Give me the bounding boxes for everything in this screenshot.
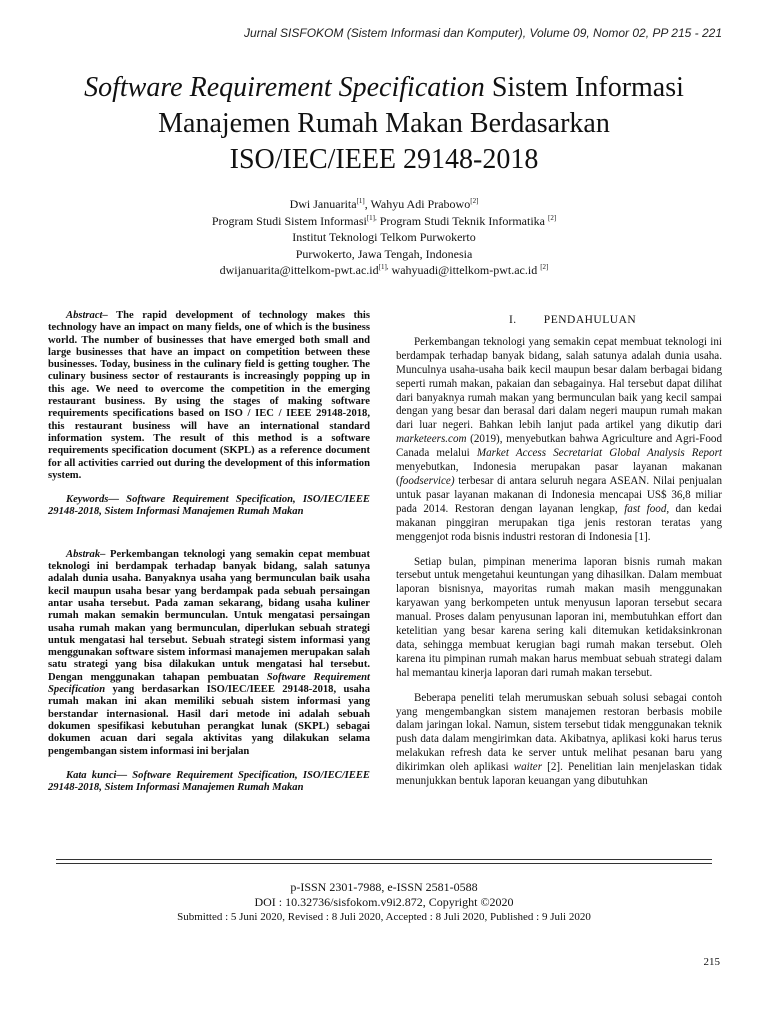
abstract-label: Abstract– bbox=[66, 310, 108, 321]
abstract-indonesian-italic: Software Requirement Specification bbox=[48, 671, 371, 696]
email-1[interactable]: dwijanuarita@ittelkom-pwt.ac.id bbox=[219, 263, 379, 277]
author-names bbox=[0, 196, 768, 213]
author-emails bbox=[0, 262, 768, 279]
author-2: Wahyu Adi Prabowo bbox=[370, 197, 471, 211]
intro-p1-italic-1: marketeers.com bbox=[396, 433, 467, 446]
affiliation-institution: Institut Teknologi Telkom Purwokerto bbox=[292, 230, 476, 244]
title-line2: Manajemen Rumah Makan Berdasarkan bbox=[158, 108, 610, 139]
section-title: PENDAHULUAN bbox=[543, 314, 637, 326]
running-head: Jurnal SISFOKOM (Sistem Informasi dan Komputer), Volume 09, Nomor 02, PP 215 - 221 bbox=[244, 26, 722, 40]
intro-p1-text-a: Perkembangan teknologi yang semakin cepat membuat teknologi ini berdampak terhadap banyak bidang, salah satunya adalah dunia usaha. Munculnya usaha-usaha baik kecil maupun besar dalam berbagai bidang seperti rumah makan, pakaian dan sebagainya. Hal tersebut dapat dilihat dari banyaknya rumah makan yang bermunculan baik yang kecil sampai dengan yang besar dan berasal dari dalam negeri maupun rumah makan dari luar negeri. Bahkan lebih lanjut pada artikel yang dikutip dari bbox=[396, 335, 722, 432]
program-2-ref: [2] bbox=[548, 213, 557, 222]
author-block bbox=[0, 196, 768, 279]
keywords-indonesian: Kata kunci— Software Requirement Specification, ISO/IEC/IEEE 29148-2018, Sistem Informasi Manajemen Rumah Makan bbox=[48, 769, 370, 794]
email-2-ref: [2] bbox=[540, 263, 549, 271]
intro-p1-text-b: (2019), menyebutkan bahwa Agriculture and Agri-Food Canada melalui bbox=[396, 433, 722, 460]
footer-doi: DOI : 10.32736/sisfokom.v9i2.872, Copyright ©2020 bbox=[254, 895, 514, 909]
footer-issn: p-ISSN 2301-7988, e-ISSN 2581-0588 bbox=[290, 880, 478, 894]
footer-dates: Submitted : 5 Juni 2020, Revised : 8 Juli 2020, Accepted : 8 Juli 2020, Published : 9 Juli 2020 bbox=[177, 911, 591, 923]
intro-p3-text-a: Beberapa peneliti telah merumuskan sebuah solusi sebagai contoh yang mengembangkan sistem manajemen restoran berbasis mobile dalam jaringan lokal. Namun, sistem tersebut tidak menggunakan teknik push data dalam mengirimkan data. Akibatnya, aplikasi koki harus terus melakukan refresh data ke server untuk melihat pesanan baru yang dikirimkan oleh aplikasi bbox=[396, 691, 722, 774]
abstract-english-text: The rapid development of technology makes this technology have an impact on many fields, one of which is the business world. The number of businesses that have emerged both small and large businesses that have an impact on competition between these businesses. Today, business in the culinary field is getting tougher. The culinary business sector of restaurants is increasingly popping up in this age. We need to overcome the competition in the emerging restaurant business. By using the stages of making software requirements specifications based on ISO / IEC / IEEE 29148-2018, this restaurant business will have an international standard information system. The result of this method is a software requirements specification document (SKPL) as a reference document for all activities carried out during the development of this information system. bbox=[48, 310, 370, 481]
title-line1-rest: Sistem Informasi bbox=[484, 72, 684, 103]
title-italic-part: Software Requirement Specification bbox=[84, 72, 485, 103]
footer-rule-top bbox=[56, 859, 712, 860]
author-separator: , bbox=[364, 197, 371, 211]
abstract-indonesian-text-1: Perkembangan teknologi yang semakin cepat membuat teknologi ini berdampak terhadap banyak bidang, salah satunya adalah dunia usaha. Banyaknya usaha yang bermunculan baik usaha kecil maupun usaha besar yang berdampak pada sebuah persaingan antar usaha tersebut. Pada zaman sekarang, bidang usaha kuliner rumah makan semakin bermunculan. Untuk mengatasi persaingan usaha rumah makan yang bermunculan, diperlukan sebuah strategi untuk mengatasi hal tersebut. Sebuah strategi sistem informasi yang menggunakan software sistem informasi manajemen merupakan salah satu strategi yang bisa dilakukan untuk mengatasi hal tersebut. Dengan menggunakan tahapan pembuatan bbox=[48, 548, 370, 683]
intro-paragraph-1 bbox=[396, 336, 722, 545]
intro-p3-text-b: [2]. Penelitian lain menjelaskan tidak menunjukkan bentuk laporan keuangan yang dibutuhkan bbox=[396, 761, 722, 788]
intro-p1-italic-4: fast food, bbox=[624, 502, 670, 515]
abstract-english bbox=[48, 310, 370, 482]
program-2: Program Studi Teknik Informatika bbox=[376, 213, 548, 228]
intro-p3-italic: waiter bbox=[513, 761, 543, 774]
intro-p1-italic-3: foodservice) bbox=[399, 474, 455, 487]
author-1: Dwi Januarita bbox=[289, 197, 357, 211]
intro-p1-text-c: menyebutkan, Indonesia merupakan pasar layanan makanan ( bbox=[396, 461, 722, 487]
keywords-english: Keywords— Software Requirement Specification, ISO/IEC/IEEE 29148-2018, Sistem Informasi Manajemen Rumah Makan bbox=[48, 494, 370, 518]
author-1-ref: [1] bbox=[356, 197, 365, 205]
intro-paragraph-3 bbox=[396, 692, 722, 789]
title-line3: ISO/IEC/IEEE 29148-2018 bbox=[229, 144, 539, 175]
left-column bbox=[48, 310, 370, 794]
intro-paragraph-2: Setiap bulan, pimpinan menerima laporan bisnis rumah makan tersebut untuk mengetahui keuntungan yang dihasilkan. Dalam membuat laporan bisnisnya, mayoritas rumah makan masih menggunakan karyawan yang berkompeten untuk menyusun laporan tersebut secara manual. Proses dalam penyusunan laporan ini, membutuhkan effort dan ketelitian yang besar karena sering kali ditemukan ketidaksinkronan data, sehingga membuat kerugian bagi rumah makan tersebut. Oleh karena itu pimpinan rumah makan harus membuat sebuah strategi dalam hal memantau kinerja laporan dari rumah makan tersebut. bbox=[396, 555, 722, 679]
right-column bbox=[396, 314, 722, 800]
affiliation-programs bbox=[0, 213, 768, 230]
page-number: 215 bbox=[703, 956, 720, 968]
intro-p1-text-d: terbesar di antara seluruh negara ASEAN. Nilai penjualan untuk pasar layanan makanan di Indonesia mencapai US$ 36,8 miliar pada 2014. Restoran dengan layanan lengkap, bbox=[396, 474, 722, 515]
intro-p1-text-e: dan kedai makanan pinggiran merupakan tiga jenis restoran teratas yang menggenjot roda bisnis industri restoran di Indonesia [1]. bbox=[396, 502, 722, 543]
footer-rule-bottom bbox=[56, 863, 712, 864]
program-1-ref: [1], bbox=[366, 213, 377, 222]
section-number: I. bbox=[508, 314, 517, 326]
email-1-ref: [1], bbox=[378, 263, 389, 271]
paper-title bbox=[30, 70, 738, 178]
intro-p1-italic-2: Market Access Secretariat Global Analysis Report bbox=[476, 447, 722, 460]
author-2-ref: [2] bbox=[470, 197, 479, 205]
email-2[interactable]: wahyuadi@ittelkom-pwt.ac.id bbox=[388, 263, 541, 277]
abstrak-label: Abstrak– bbox=[66, 548, 106, 560]
section-heading bbox=[396, 314, 722, 328]
abstract-indonesian-text-2: yang berdasarkan ISO/IEC/IEEE 29148-2018, usaha rumah makan ini akan memiliki sebuah sistem informasi yang berstandar internasional. Hasil dari metode ini adalah sebuah dokumen spesifikasi kebutuhan perangkat lunak (SKPL) sebagai dokumen acuan dari segala aktivitas yang dilakukan selama pengembangan sistem informasi ini berjalan bbox=[48, 684, 370, 757]
program-1: Program Studi Sistem Informasi bbox=[211, 213, 367, 228]
abstract-indonesian bbox=[48, 549, 370, 758]
page-footer bbox=[0, 880, 768, 925]
affiliation-location: Purwokerto, Jawa Tengah, Indonesia bbox=[295, 246, 473, 261]
